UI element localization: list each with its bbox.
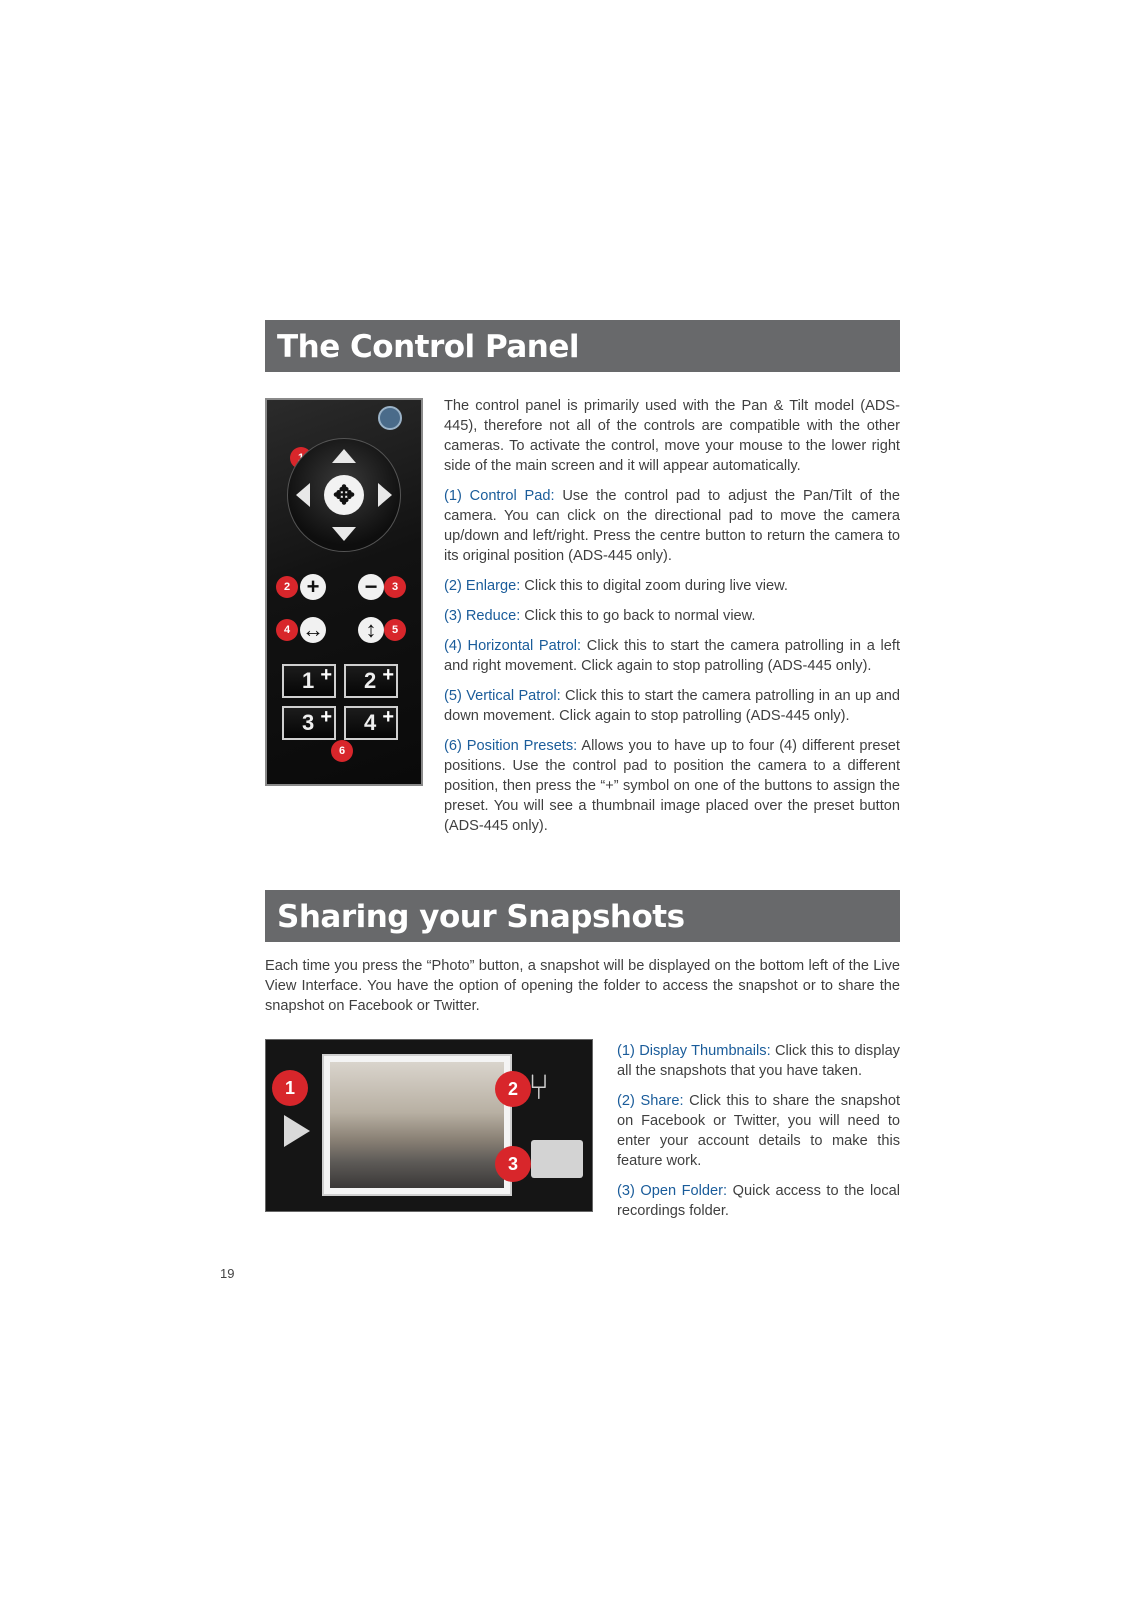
preset-button-1[interactable] [282,664,336,698]
item-term: (5) Vertical Patrol: [444,688,561,704]
control-item-4 [444,636,900,676]
item-text: Click this to share the snapshot on Facebook or Twitter, you will need to enter your account details to make this feature work. [617,1093,900,1169]
arrow-down-icon[interactable] [332,527,356,541]
control-item-5 [444,686,900,726]
callout-badge-1: 1 [272,1070,308,1106]
snapshots-header [265,890,900,942]
callout-badge-3: 3 [384,576,406,598]
play-icon[interactable] [284,1115,310,1147]
enlarge-button[interactable]: + [300,574,326,600]
snapshots-intro-block [265,956,900,1026]
item-text: Use the control pad to adjust the Pan/Tilt of the camera. You can click on the directional pad to move the camera up/down and left/right. Press the centre button to return the camera to its original position (ADS-445 only). [444,488,901,564]
item-term: (4) Horizontal Patrol: [444,638,582,654]
preset-label: 2 [364,668,377,693]
item-text: Allows you to have up to four (4) different preset positions. Use the control pad to position the camera to a different position, then press the “+” symbol on one of the buttons to assign the preset. You will see a thumbnail image placed over the preset button (ADS-445 only). [444,738,900,834]
callout-badge-4: 4 [276,619,298,641]
callout-badge-2: 2 [276,576,298,598]
item-text: Click this to start the camera patrolling in a left and right movement. Click again to stop patrolling (ADS-445 only). [444,638,901,674]
control-item-6 [444,736,900,836]
control-item-3 [444,606,900,626]
control-item-2 [444,576,900,596]
item-text: Quick access to the local recordings folder. [617,1183,900,1219]
remote-menu-icon[interactable] [378,406,402,430]
callout-badge-6: 6 [331,740,353,762]
snapshot-item-3 [617,1181,900,1221]
snapshots-title: Sharing your Snapshots [277,899,685,935]
snapshot-panel [265,1039,593,1212]
callout-badge-2: 2 [495,1071,531,1107]
page-number: 19 [220,1266,235,1281]
vertical-patrol-button[interactable]: ↕ [358,617,384,643]
item-text: Click this to display all the snapshots that you have taken. [617,1043,900,1079]
item-term: (1) Control Pad: [444,488,555,504]
arrow-right-icon[interactable] [378,483,392,507]
item-text: Click this to digital zoom during live view. [520,578,788,594]
preset-plus-icon[interactable]: + [320,706,332,728]
item-term: (1) Display Thumbnails: [617,1043,771,1059]
control-panel-intro: The control panel is primarily used with the Pan & Tilt model (ADS-445), therefore not all of the controls are compatible with the other cameras. To activate the control, move your mouse to the lower right side of the main screen and it will appear automatically. [444,398,900,474]
snapshot-thumbnail[interactable] [322,1054,512,1196]
control-panel-text [444,396,900,846]
control-panel-header [265,320,900,372]
item-term: (3) Reduce: [444,608,521,624]
reduce-button[interactable]: − [358,574,384,600]
snapshot-item-2 [617,1091,900,1171]
snapshots-intro: Each time you press the “Photo” button, a snapshot will be displayed on the bottom left of the Live View Interface. You have the option of opening the folder to access the snapshot or to share the snapshot on Facebook or Twitter. [265,958,900,1014]
item-term: (2) Enlarge: [444,578,521,594]
callout-badge-3: 3 [495,1146,531,1182]
control-pad[interactable] [287,438,401,552]
item-text: Click this to go back to normal view. [520,608,756,624]
center-button[interactable]: ✥ [324,475,364,515]
horizontal-patrol-button[interactable]: ↔ [302,617,324,642]
preset-button-2[interactable] [344,664,398,698]
share-icon[interactable]: ⑂ [528,1066,550,1107]
preset-label: 1 [302,668,315,693]
item-term: (6) Position Presets: [444,738,578,754]
snapshots-text [617,1041,900,1231]
preset-plus-icon[interactable]: + [382,706,394,728]
arrow-up-icon[interactable] [332,449,356,463]
item-text: Click this to start the camera patrolling in an up and down movement. Click again to stop patrolling (ADS-445 only). [444,688,900,724]
preset-plus-icon[interactable]: + [320,664,332,686]
preset-button-4[interactable] [344,706,398,740]
item-term: (2) Share: [617,1093,684,1109]
arrow-left-icon[interactable] [296,483,310,507]
folder-icon[interactable] [531,1140,583,1178]
preset-label: 3 [302,710,315,735]
preset-label: 4 [364,710,377,735]
snapshot-photo [330,1062,504,1188]
control-panel-remote [265,398,423,786]
preset-plus-icon[interactable]: + [382,664,394,686]
preset-button-3[interactable] [282,706,336,740]
callout-badge-5: 5 [384,619,406,641]
control-panel-title: The Control Panel [277,329,579,365]
snapshot-item-1 [617,1041,900,1081]
item-term: (3) Open Folder: [617,1183,728,1199]
control-item-1 [444,486,900,566]
